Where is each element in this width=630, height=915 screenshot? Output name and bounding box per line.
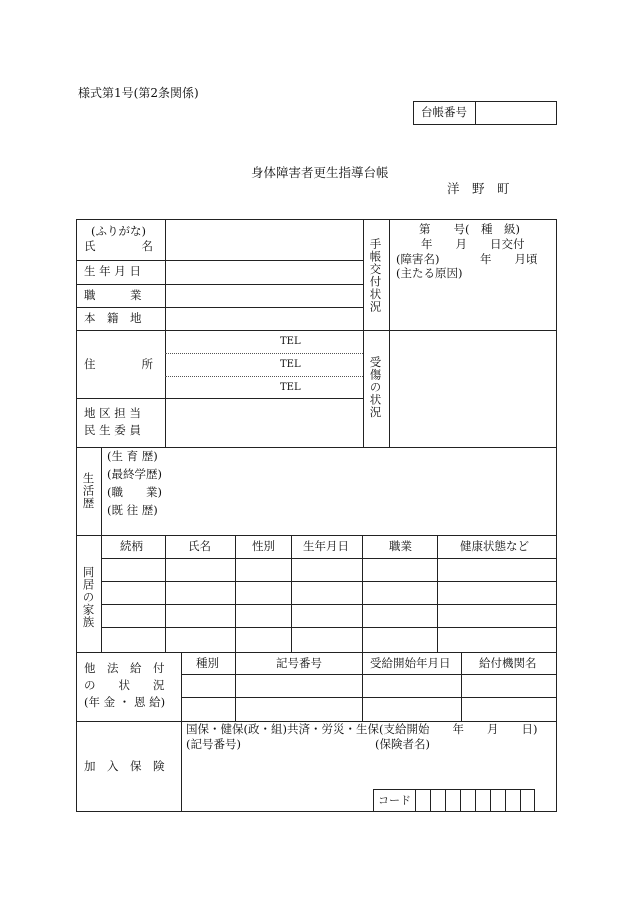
tel-label-3: TEL bbox=[280, 382, 301, 393]
family-header-health: 健康状態など bbox=[460, 539, 529, 553]
life-history-item-2: (最終学歴) bbox=[107, 467, 162, 481]
benefits-header-agency: 給付機関名 bbox=[479, 656, 537, 670]
occupation-field[interactable] bbox=[167, 286, 361, 305]
insurance-symbol-number-label: (記号番号) bbox=[186, 737, 241, 751]
main-cause-label: (主たる原因) bbox=[396, 266, 463, 280]
insurance-field[interactable] bbox=[183, 754, 373, 810]
benefits-header-type: 種別 bbox=[196, 656, 219, 670]
notebook-number: 第 号( 種 級) bbox=[419, 222, 520, 236]
welfare-commissioner-label-1: 地 区 担 当 bbox=[84, 406, 141, 420]
disability-onset-date: 年 月頃 bbox=[480, 252, 538, 266]
town-name: 洋 野 町 bbox=[447, 181, 510, 196]
name-field[interactable] bbox=[167, 221, 361, 258]
form-number-label: 様式第1号(第2条関係) bbox=[78, 86, 199, 100]
notebook-issue-date: 年 月 日交付 bbox=[421, 237, 525, 251]
name-label: 氏 名 bbox=[84, 239, 153, 253]
benefits-header-symbol-number: 記号番号 bbox=[276, 656, 322, 670]
address-label: 住 所 bbox=[84, 357, 153, 371]
life-history-item-4: (既 往 歴) bbox=[107, 503, 158, 517]
code-label: コード bbox=[378, 794, 411, 807]
family-header-sex: 性別 bbox=[252, 539, 275, 553]
register-number-field[interactable] bbox=[477, 103, 555, 123]
domicile-field[interactable] bbox=[167, 309, 361, 328]
notebook-status-label: 手帳交付状況 bbox=[368, 238, 383, 313]
injury-status-field[interactable] bbox=[391, 332, 555, 445]
life-history-label: 生活歴 bbox=[81, 472, 96, 510]
family-header-relation: 続柄 bbox=[120, 539, 143, 553]
birthdate-field[interactable] bbox=[167, 262, 361, 282]
other-benefits-label-1: 他 法 給 付 bbox=[84, 661, 165, 675]
register-number-label: 台帳番号 bbox=[421, 105, 467, 119]
life-history-item-3: (職 業) bbox=[107, 485, 162, 499]
welfare-commissioner-label-2: 民 生 委 員 bbox=[84, 423, 141, 437]
tel-label-2: TEL bbox=[280, 359, 301, 370]
tel-label-1: TEL bbox=[280, 336, 301, 347]
insurance-label: 加 入 保 険 bbox=[84, 759, 165, 773]
welfare-commissioner-field[interactable] bbox=[167, 400, 361, 445]
occupation-label: 職 業 bbox=[84, 288, 142, 302]
benefits-header-start-date: 受給開始年月日 bbox=[370, 656, 451, 670]
family-header-birthdate: 生年月日 bbox=[303, 539, 349, 553]
disability-name-label: (障害名) bbox=[396, 252, 440, 266]
address-field[interactable] bbox=[167, 332, 361, 396]
furigana-label: (ふりがな) bbox=[91, 224, 146, 238]
page-title: 身体障害者更生指導台帳 bbox=[251, 165, 389, 180]
life-history-field[interactable] bbox=[190, 449, 555, 533]
code-field[interactable] bbox=[416, 790, 534, 811]
family-label: 同居の家族 bbox=[81, 566, 96, 629]
family-header-name: 氏名 bbox=[188, 539, 211, 553]
other-benefits-label-2: の 状 況 bbox=[84, 678, 165, 692]
domicile-label: 本 籍 地 bbox=[84, 311, 142, 325]
insurer-name-label: (保険者名) bbox=[375, 737, 430, 751]
injury-status-label: 受傷の状況 bbox=[368, 356, 383, 419]
other-benefits-label-3: (年 金 ・ 恩 給) bbox=[84, 695, 166, 709]
insurance-types: 国保・健保(政・組)共済・労災・生保(支給開始 年 月 日) bbox=[186, 722, 538, 736]
life-history-item-1: (生 育 歴) bbox=[107, 449, 158, 463]
family-header-occupation: 職業 bbox=[389, 539, 412, 553]
birthdate-label: 生 年 月 日 bbox=[84, 264, 141, 278]
